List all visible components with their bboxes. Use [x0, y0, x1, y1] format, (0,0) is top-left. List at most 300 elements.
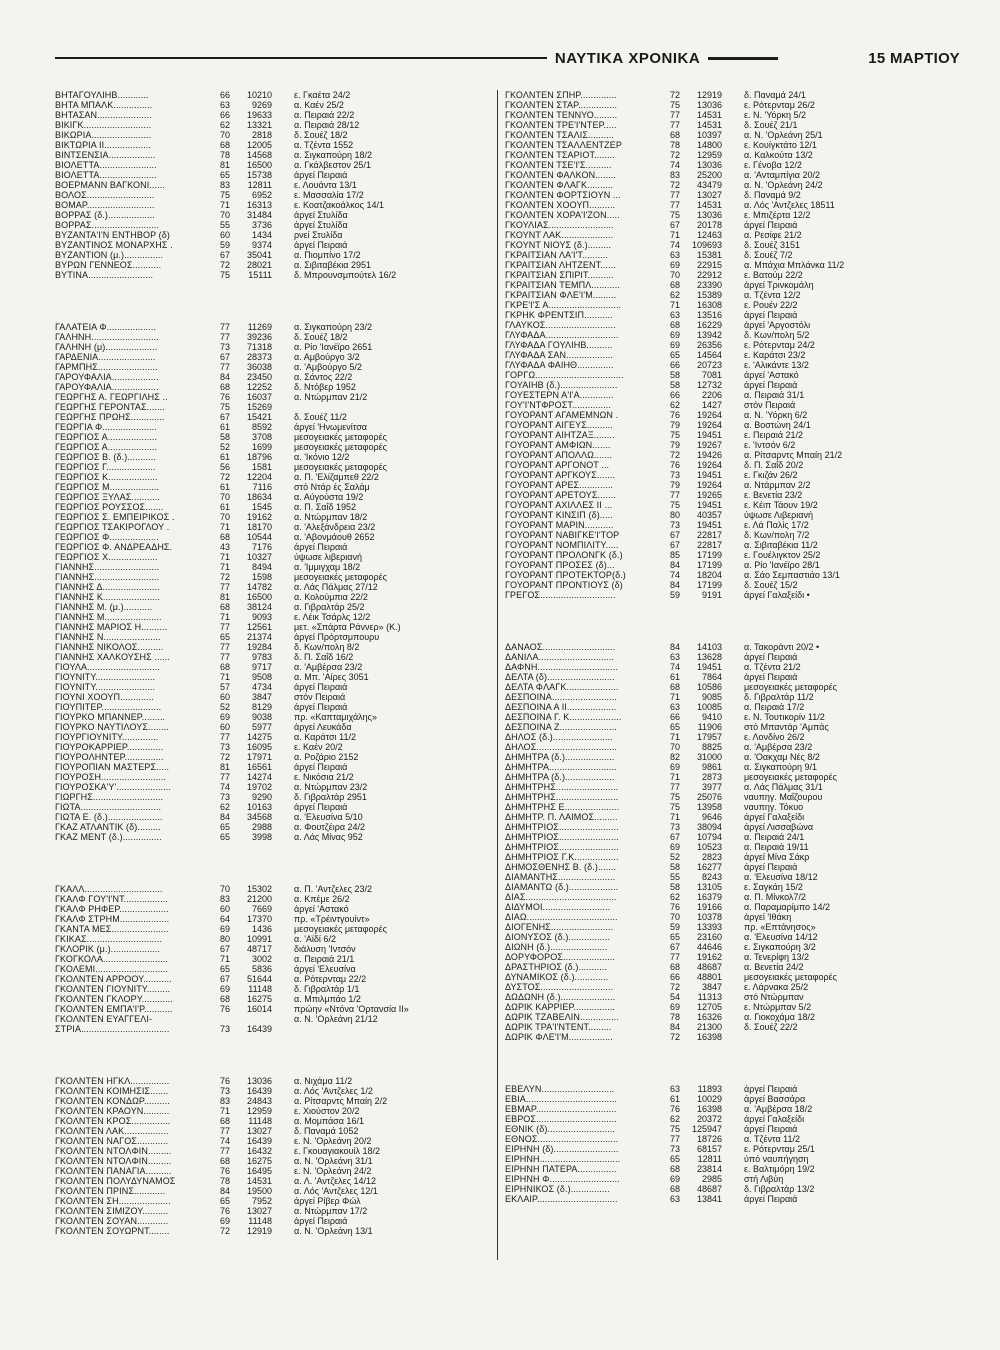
build-year: 60: [219, 230, 230, 240]
ship-name: ΒΥΡΩΝ ΓΕΝΝΕΟΣ...........: [55, 260, 162, 270]
build-year: 74: [219, 782, 230, 792]
ship-name: ΓΚΟΛΝΤΕΝ ΓΙΟΥΝΙΤΥ.........: [55, 984, 171, 994]
ship-row: [505, 130, 935, 140]
ship-row: [55, 602, 485, 612]
build-year: 71: [669, 772, 680, 782]
ship-name: ΒΙΚΙΓΚ..........................: [55, 120, 152, 130]
ship-row: [55, 270, 485, 280]
ship-name: ΓΚΟΛΝΤΕΝ ΚΟΝΔΩΡ..........: [55, 1096, 170, 1106]
tonnage: 31484: [246, 210, 272, 220]
tonnage: 20723: [696, 360, 722, 370]
position-info: πρ. «Καπταμιχάλης»: [294, 712, 377, 722]
ship-name: ΓΚΟΛΝΤΕΝ ΦΛΑΓΚ..........: [505, 180, 614, 190]
build-year: 62: [669, 892, 680, 902]
tonnage: 38124: [246, 602, 272, 612]
position-info: α. 'Αβονμάουθ 2652: [294, 532, 375, 542]
position-info: δ. Ντόβερ 1952: [294, 382, 356, 392]
ship-row: [505, 360, 935, 370]
tonnage: 19451: [696, 520, 722, 530]
ship-row: [505, 100, 935, 110]
ship-name: ΒΙΚΤΩΡΙΑ ΙΙ..................: [55, 140, 151, 150]
build-year: 65: [219, 822, 230, 832]
ship-name: ΓΚΑΖ ΑΤΛΑΝΤΙΚ (δ).........: [55, 822, 161, 832]
tonnage: 1436: [251, 924, 272, 934]
ship-row: [55, 1226, 485, 1236]
ship-row: [505, 190, 935, 200]
ship-row: [55, 742, 485, 752]
tonnage: 10586: [696, 682, 722, 692]
position-info: α. Καέν 25/2: [294, 100, 344, 110]
ship-name: ΒΙΝΤΣΕΝΣΙΑ..................: [55, 150, 156, 160]
ship-name: ΒΟΡΡΑΣ..........................: [55, 220, 160, 230]
ship-name: ΓΚΟΛΝΤΕΝ ΦΑΛΚΟΝ........: [505, 170, 616, 180]
position-info: α. Καράτσι 11/2: [294, 732, 356, 742]
position-info: α. Π. 'Ελίζαμπεθ 22/2: [294, 472, 379, 482]
ship-name: ΒΟΕΡΜΑΝΝ ΒΑΓΚΟΝΙ......: [55, 180, 165, 190]
ship-name: ΕΒΡΟΣ...............................: [505, 1114, 617, 1124]
ship-row: [55, 994, 485, 1004]
tonnage: 8592: [251, 422, 272, 432]
tonnage: 19264: [696, 410, 722, 420]
ship-name: ΓΟΥΟΡΑΝΤ ΜΑΡΙΝ...........: [505, 520, 614, 530]
position-info: α. Τακοράντι 20/2 •: [744, 642, 820, 652]
build-year: 69: [219, 1216, 230, 1226]
position-info: ε. Γκαέτα 24/2: [294, 90, 351, 100]
build-year: 61: [669, 1094, 680, 1104]
position-info: ε. 'Ιντσόν 6/2: [744, 440, 796, 450]
ship-name: ΒΥΖΑΝΤΙΝΟΣ ΜΟΝΑΡΧΗΣ .: [55, 240, 173, 250]
ship-row: [505, 1164, 935, 1174]
build-year: 78: [219, 150, 230, 160]
position-info: δ. Σουέζ 21/1: [744, 120, 798, 130]
ship-row: [55, 1186, 485, 1196]
build-year: 85: [669, 550, 680, 560]
tonnage: 19166: [696, 902, 722, 912]
position-info: άργεί Πειραιά: [744, 652, 798, 662]
position-info: ε. Σιγκαπούρη 3/2: [744, 942, 816, 952]
ship-name: ΕΙΡΗΝΗ...............................: [505, 1154, 621, 1164]
position-info: α. Κολούμπια 22/2: [294, 592, 368, 602]
tonnage: 16439: [246, 1136, 272, 1146]
position-info: δ. Κων/πολη 5/2: [744, 330, 810, 340]
tonnage: 19451: [696, 470, 722, 480]
ship-name: ΓΟΥΟΡΑΝΤ ΑΠΟΛΛΩ.......: [505, 450, 613, 460]
ship-row: [55, 802, 485, 812]
build-year: 59: [219, 240, 230, 250]
build-year: 73: [669, 470, 680, 480]
tonnage: 21374: [246, 632, 272, 642]
publication-title: ΝΑΥΤΙΚΑ ΧΡΟΝΙΚΑ: [554, 49, 701, 67]
position-info: δ. Σουέζ 15/2: [744, 580, 798, 590]
build-year: 74: [669, 160, 680, 170]
build-year: 68: [219, 662, 230, 672]
position-info: ε. Κέιπ Τάουν 19/2: [744, 500, 818, 510]
tonnage: 11148: [248, 984, 272, 994]
build-year: 61: [219, 502, 230, 512]
ship-name: ΔΙΑΜΑΝΤΗΣ......................: [505, 872, 616, 882]
tonnage: 16095: [246, 742, 272, 752]
ship-row: [55, 722, 485, 732]
ship-name: ΒΙΟΛΕΤΤΑ......................: [55, 160, 157, 170]
tonnage: 12561: [246, 622, 272, 632]
tonnage: 1598: [251, 572, 272, 582]
ship-name: ΓΙΟΥΡΚΟ ΜΠΑΝΝΕΡ.........: [55, 712, 166, 722]
position-info: δ. Παναμά 9/2: [744, 190, 801, 200]
ship-row: [505, 380, 935, 390]
ship-row: [505, 320, 935, 330]
build-year: 80: [669, 510, 680, 520]
tonnage: 8825: [701, 742, 722, 752]
ship-row: [55, 160, 485, 170]
build-year: 68: [219, 1116, 230, 1126]
ship-row: [505, 300, 935, 310]
position-info: άργεί Πειραιά: [744, 380, 798, 390]
position-info: άργεί Πειραιά: [294, 240, 348, 250]
ship-name: ΓΙΟΥΡΟΠΙΑΝ ΜΑΣΤΕΡΣ.....: [55, 762, 170, 772]
position-info: μεσογειακές μεταφορές: [294, 924, 387, 934]
ship-name: ΕΘΝΟΣ...............................: [505, 1134, 619, 1144]
ship-name: ΓΚΑΖ ΜΕΝΤ (δ.)...............: [55, 832, 162, 842]
tonnage: 12811: [697, 1154, 722, 1164]
ship-row: [505, 902, 935, 912]
ship-row: [55, 240, 485, 250]
tonnage: 13628: [696, 652, 722, 662]
build-year: 73: [219, 342, 230, 352]
position-info: α. Π. 'Αντζελες 23/2: [294, 884, 373, 894]
build-year: 62: [669, 290, 680, 300]
tonnage: 7864: [701, 672, 722, 682]
build-year: 68: [219, 532, 230, 542]
position-info: α. Καλκούτα 13/2: [744, 150, 813, 160]
position-info: άργεί 'Αστακό: [744, 370, 799, 380]
build-year: 70: [669, 270, 680, 280]
ship-name: ΓΟΥΕΣΤΕΡΝ Α'Ι'Α.............: [505, 390, 614, 400]
position-info: α. Πειραιά 19/11: [744, 842, 809, 852]
position-info: α. Ν. 'Ορλεάνη 31/1: [294, 1156, 373, 1166]
build-year: 68: [669, 280, 680, 290]
ship-name: ΔΙΔΥΜΟΙ..........................: [505, 902, 611, 912]
build-year: 69: [219, 984, 230, 994]
tonnage: 19264: [696, 460, 722, 470]
position-info: α. 'Ανταμπίγια 20/2: [744, 170, 821, 180]
position-info: δ. Σουέζ 7/2: [744, 250, 793, 260]
position-info: α. Λός 'Αντζελες 1/2: [294, 1086, 373, 1096]
ship-row: [505, 350, 935, 360]
build-year: 75: [669, 1124, 680, 1134]
ship-row: [505, 530, 935, 540]
build-year: 70: [219, 512, 230, 522]
ship-name: ΓΑΡΔΕΝΙΑ......................: [55, 352, 156, 362]
ship-name: ΓΙΟΥΝΙΤΥ.......................: [55, 672, 156, 682]
tonnage: 7176: [251, 542, 272, 552]
build-year: 71: [669, 732, 680, 742]
ship-row: [55, 332, 485, 342]
ship-row: [505, 1084, 935, 1094]
ship-row: [505, 290, 935, 300]
build-year: 76: [219, 1004, 230, 1014]
ship-row: [505, 752, 935, 762]
tonnage: 7669: [251, 904, 272, 914]
tonnage: 34568: [246, 812, 272, 822]
build-year: 69: [669, 1002, 680, 1012]
ship-name: ΔΗΜΗΤΡΑ (δ.)...................: [505, 752, 615, 762]
ship-name: ΓΚΟΓΚΟΛΑ.........................: [55, 954, 169, 964]
tonnage: 15269: [246, 402, 272, 412]
ship-name: ΔΗΜΗΤΡΗΣ........................: [505, 782, 619, 792]
ship-name: ΓΟΥΟΡΑΝΤ ΠΡΟΤΕΚΤΟΡ(δ.): [505, 570, 626, 580]
ship-name: ΒΥΖΑΝΤΑ'Ι'Ν ΕΝΤΗΒΟΡ (δ): [55, 230, 170, 240]
ship-name: ΓΟΥΟΡΑΝΤ ΠΡΟΝΤΙΟΥΣ (δ): [505, 580, 623, 590]
ship-name: ΓΟΥΟΡΑΝΤ ΝΑΒΙΓΚΕ'Ι'ΤΟΡ: [505, 530, 620, 540]
ship-row: [505, 702, 935, 712]
ship-row: [55, 150, 485, 160]
position-info: δ. Σουέζ 3151: [744, 240, 801, 250]
tonnage: 6952: [251, 190, 272, 200]
ship-row: [505, 1134, 935, 1144]
position-info: α. Νιχάμα 11/2: [294, 1076, 353, 1086]
ship-row: [505, 580, 935, 590]
ship-row: [505, 1144, 935, 1154]
tonnage: 19451: [696, 662, 722, 672]
ship-name: ΓΕΩΡΓΗΣ ΓΕΡΟΝΤΑΣ.......: [55, 402, 165, 412]
ship-name: ΓΚΟΛΝΤΕΝ ΣΙΜΙΖΟΥ..........: [55, 1206, 169, 1216]
tonnage: 18796: [246, 452, 272, 462]
tonnage: 12919: [696, 90, 722, 100]
build-year: 63: [669, 250, 680, 260]
build-year: 66: [219, 90, 230, 100]
position-info: α. Λάς Πάλμας 27/12: [294, 582, 378, 592]
build-year: 77: [669, 782, 680, 792]
ship-row: [55, 772, 485, 782]
position-info: α. Λός 'Αντζελες 12/1: [294, 1186, 378, 1196]
position-info: α. Ρίτσαρντς Μπαίη 21/2: [744, 450, 843, 460]
ship-name: ΓΙΑΝΝΗΣ Δ......................: [55, 582, 160, 592]
build-year: 59: [669, 922, 680, 932]
ship-row: [505, 240, 935, 250]
position-info: άργεί Γαλαξείδι: [744, 1114, 805, 1124]
tonnage: 28373: [246, 352, 272, 362]
build-year: 57: [219, 682, 230, 692]
ship-row: [55, 632, 485, 642]
build-year: 78: [219, 1176, 230, 1186]
position-info: άργεί 'Ηνωμενίτσα: [294, 422, 367, 432]
position-info: α. 'Αλεξάνδρεια 23/2: [294, 522, 376, 532]
ship-row: [55, 732, 485, 742]
position-info: άργεί 'Ελευσίνα: [294, 964, 356, 974]
ship-row: [55, 642, 485, 652]
tonnage: 2873: [701, 772, 722, 782]
ship-row: [55, 90, 485, 100]
ship-name: ΔΟΡΥΦΟΡΟΣ....................: [505, 952, 615, 962]
ship-row: [55, 894, 485, 904]
position-info: μεσογειακές μεταφορές: [294, 572, 387, 582]
ship-row: [505, 1094, 935, 1104]
ship-name: ΓΚΑΛΛ..............................: [55, 884, 163, 894]
column-divider: [497, 90, 498, 1260]
ship-row: [55, 1096, 485, 1106]
ship-row: [505, 1012, 935, 1022]
build-year: 55: [669, 872, 680, 882]
ship-name: ΕΙΡΗΝΙΚΟΣ (δ.)...............: [505, 1184, 610, 1194]
tonnage: 16275: [246, 1156, 272, 1166]
position-info: α. Σιγκαπούρη 18/2: [294, 150, 373, 160]
tonnage: 8494: [251, 562, 272, 572]
tonnage: 15421: [246, 412, 272, 422]
ship-name: ΓΚΟΛΝΤΕΝ ΠΟΛΥΔΥΝΑΜΟΣ: [55, 1176, 176, 1186]
build-year: 72: [669, 90, 680, 100]
build-year: 67: [669, 220, 680, 230]
tonnage: 19264: [696, 480, 722, 490]
tonnage: 19500: [246, 1186, 272, 1196]
ship-row: [55, 452, 485, 462]
ship-row: [55, 342, 485, 352]
ship-row: [505, 480, 935, 490]
ship-row: [55, 884, 485, 894]
tonnage: 10327: [246, 552, 272, 562]
position-info: α. 'Ελευσίνα 5/10: [294, 812, 363, 822]
ship-row: [55, 562, 485, 572]
position-info: α. 'Οακχαμ Νές 8/2: [744, 752, 820, 762]
position-info: δ. Σουέζ 18/2: [294, 130, 348, 140]
tonnage: 1545: [251, 502, 272, 512]
ship-name: ΔΗΜΟΣΘΕΝΗΣ Β. (δ.).......: [505, 862, 617, 872]
ship-name: ΓΚΟΛΝΤΕΝ ΣΤΑΡ...............: [505, 100, 618, 110]
position-info: ε. Καέν 20/2: [294, 742, 343, 752]
ship-row: [505, 200, 935, 210]
position-info: ύπό ναυπήγηση: [744, 1154, 809, 1164]
tonnage: 19633: [246, 110, 272, 120]
tonnage: 17199: [696, 550, 722, 560]
build-year: 58: [669, 882, 680, 892]
tonnage: 10794: [696, 832, 722, 842]
ship-name: ΓΟΥΟΡΑΝΤ ΑΓΑΜΕΜΝΩΝ .: [505, 410, 619, 420]
ship-name: ΓΟΥΟΡΑΝΤ ΑΡΓΟΝΟΤ ...: [505, 460, 610, 470]
position-info: ε. Πειραιά 21/2: [744, 430, 804, 440]
tonnage: 3998: [251, 832, 272, 842]
tonnage: 2985: [701, 1174, 722, 1184]
tonnage: 13942: [696, 330, 722, 340]
position-info: α. 'Ικόνιο 12/2: [294, 452, 350, 462]
ship-name: ΓΚΙΚΑΣ.............................: [55, 934, 163, 944]
position-info: α. Λάς Μίνας 952: [294, 832, 363, 842]
ship-row: [505, 180, 935, 190]
build-year: 73: [219, 742, 230, 752]
position-info: άργεί Πειραιά: [744, 220, 798, 230]
ship-name: ΓΟΥ'Ι'ΝΤΦΡΟΣΤ...............: [505, 400, 612, 410]
tonnage: 10085: [696, 702, 722, 712]
ship-name: ΓΚΡΑΙΤΣΙΑΝ ΤΕΜΠΛ...........: [505, 280, 620, 290]
position-info: α. Ρεσίφε 21/2: [744, 230, 802, 240]
position-info: ε. Λουάντα 13/1: [294, 180, 357, 190]
position-info: α. Ν. 'Ορλεάνη 21/12: [294, 1014, 378, 1024]
ship-row: [55, 220, 485, 230]
build-year: 66: [669, 972, 680, 982]
tonnage: 36038: [246, 362, 272, 372]
build-year: 82: [669, 752, 680, 762]
ship-name: ΓΟΥΟΡΑΝΤ ΑΡΕΤΟΥΣ.......: [505, 490, 616, 500]
position-info: άργεί Πειραιά: [294, 802, 348, 812]
build-year: 70: [219, 884, 230, 894]
build-year: 74: [669, 240, 680, 250]
build-year: 75: [669, 100, 680, 110]
ship-name: ΓΟΥΑΙΗΒ (δ.)......................: [505, 380, 618, 390]
ship-group: [55, 884, 485, 1034]
tonnage: 2818: [251, 130, 272, 140]
tonnage: 24843: [246, 1096, 272, 1106]
build-year: 60: [219, 904, 230, 914]
position-info: α. Ντώρμπαν 17/2: [294, 1206, 368, 1216]
ship-row: [505, 1032, 935, 1042]
tonnage: 19267: [696, 440, 722, 450]
ship-name: ΓΙΟΥΝΙ ΧΟΟΥΠ.............: [55, 692, 154, 702]
ship-name: ΓΚΟΛΝΤΕΝ ΧΟΟΥΠ..........: [505, 200, 616, 210]
ship-row: [505, 220, 935, 230]
ship-name: ΓΚΟΛΝΤΕΝ ΚΡΟΣ...............: [55, 1116, 171, 1126]
ship-row: [505, 722, 935, 732]
tonnage: 15738: [246, 170, 272, 180]
ship-name: ΕΒΕΛΥΝ............................: [505, 1084, 615, 1094]
tonnage: 13841: [696, 1194, 722, 1204]
ship-row: [55, 782, 485, 792]
tonnage: 19264: [696, 420, 722, 430]
position-info: α. 'Αμβούργο 5/2: [294, 362, 362, 372]
tonnage: 14568: [246, 150, 272, 160]
ship-name: ΓΑΡΟΥΦΑΛΙΑ..................: [55, 382, 159, 392]
ship-group: [505, 642, 935, 1042]
position-info: μεσογειακές μεταφορές: [294, 432, 387, 442]
build-year: 67: [219, 412, 230, 422]
ship-row: [55, 422, 485, 432]
ship-name: ΓΙΟΥΡΓΙΟΥΝΙΤΥ..............: [55, 732, 159, 742]
ship-name: ΓΚΟΛΝΤΕΝ ΝΤΟΛΦΙΝ.........: [55, 1146, 172, 1156]
build-year: 84: [669, 560, 680, 570]
tonnage: 13036: [696, 210, 722, 220]
ship-name: ΔΡΑΣΤΗΡΙΟΣ (δ.)...........: [505, 962, 608, 972]
ship-row: [55, 692, 485, 702]
ship-row: [55, 1136, 485, 1146]
position-info: άργεί Πειραιά: [294, 170, 348, 180]
ship-name: ΓΕΩΡΓΙΟΣ ΤΣΑΚΙΡΟΓΛΟΥ .: [55, 522, 170, 532]
ship-name: ΓΛΥΦΑΔΑ ΓΟΥΛΙΗΒ..........: [505, 340, 613, 350]
ship-name: ΔΙΑΩ...................................: [505, 912, 618, 922]
tonnage: 21200: [246, 894, 272, 904]
ship-group: [55, 322, 485, 842]
ship-row: [55, 964, 485, 974]
ship-name: ΓΚΑΛΦ ΡΗΦΕΡ...................: [55, 904, 169, 914]
tonnage: 1699: [251, 442, 272, 452]
ship-row: [505, 460, 935, 470]
build-year: 67: [219, 352, 230, 362]
position-info: ε. Λονδίνο 26/2: [744, 732, 805, 742]
tonnage: 9374: [251, 240, 272, 250]
position-info: ε. Σαγκάη 15/2: [744, 882, 803, 892]
tonnage: 1581: [251, 462, 272, 472]
build-year: 67: [669, 530, 680, 540]
tonnage: 28021: [246, 260, 272, 270]
build-year: 84: [669, 1022, 680, 1032]
ship-row: [505, 652, 935, 662]
tonnage: 21300: [696, 1022, 722, 1032]
position-info: άργεί Πρόρτσμπουρυ: [294, 632, 380, 642]
build-year: 68: [219, 1156, 230, 1166]
tonnage: 19162: [696, 952, 722, 962]
build-year: 77: [669, 490, 680, 500]
ship-name: ΓΚΡΑΙΤΣΙΑΝ ΛΗΤΖΕΝΤ......: [505, 260, 616, 270]
tonnage: 16439: [246, 1086, 272, 1096]
tonnage: 16037: [246, 392, 272, 402]
ship-name: ΓΙΟΥΡΟΣΚΑ'Υ'.....................: [55, 782, 171, 792]
tonnage: 13516: [696, 310, 722, 320]
